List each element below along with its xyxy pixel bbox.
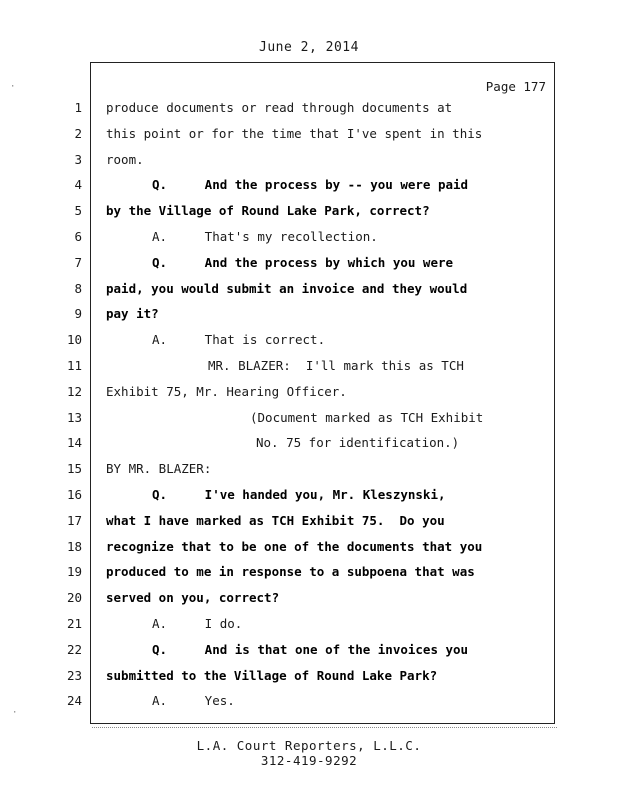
line-number: 6: [74, 229, 82, 244]
line-number: 21: [66, 616, 82, 631]
line-number: 18: [66, 538, 82, 554]
line-number: 17: [66, 512, 82, 528]
transcript-date: June 2, 2014: [259, 40, 359, 55]
margin-speck: ·: [12, 708, 18, 718]
margin-speck: ·: [10, 82, 16, 92]
transcript-line: A. That's my recollection.: [152, 229, 378, 244]
transcript-line: by the Village of Round Lake Park, correct?: [106, 203, 430, 219]
line-number: 1: [74, 100, 82, 115]
transcript-line: Q. I've handed you, Mr. Kleszynski,: [152, 487, 446, 502]
line-number: 2: [74, 125, 82, 141]
line-number: 7: [74, 254, 82, 270]
transcript-line: paid, you would submit an invoice and they would: [106, 280, 468, 296]
line-number: 22: [66, 641, 82, 657]
transcript-line: A. I do.: [152, 616, 243, 631]
line-number: 10: [66, 332, 82, 348]
transcript-line: submitted to the Village of Round Lake Park?: [106, 667, 438, 683]
line-number: 4: [74, 177, 82, 193]
line-number: 3: [74, 151, 82, 167]
transcript-line: produced to me in response to a subpoena that was: [106, 564, 475, 580]
transcript-line: served on you, correct?: [106, 590, 280, 606]
footer-company: L.A. Court Reporters, L.L.C.: [196, 738, 422, 753]
transcript-line: Q. And is that one of the invoices you: [152, 641, 469, 657]
transcript-line: BY MR. BLAZER:: [106, 461, 212, 477]
transcript-line: room.: [106, 151, 144, 167]
line-number: 19: [66, 564, 82, 580]
transcript-line: what I have marked as TCH Exhibit 75. Do you: [106, 512, 445, 528]
transcript-line: No. 75 for identification.): [256, 435, 460, 451]
transcript-line: (Document marked as TCH Exhibit: [250, 409, 484, 425]
line-number: 14: [66, 435, 82, 451]
transcript-line: recognize that to be one of the documents that you: [106, 538, 483, 554]
transcript-line: MR. BLAZER: I'll mark this as TCH: [208, 358, 464, 373]
line-number: 11: [66, 358, 82, 373]
transcript-line: produce documents or read through documents at: [106, 100, 453, 115]
transcript-line: pay it?: [106, 306, 159, 322]
transcript-line: Exhibit 75, Mr. Hearing Officer.: [106, 383, 347, 399]
transcript-line: A. That is correct.: [152, 332, 326, 348]
footer-phone: 312-419-9292: [260, 753, 358, 768]
transcript-line: A. Yes.: [152, 693, 235, 709]
line-number: 16: [66, 487, 82, 502]
line-number: 23: [66, 667, 82, 683]
transcript-line: Q. And the process by -- you were paid: [152, 177, 469, 193]
line-number: 12: [66, 383, 82, 399]
line-number: 9: [74, 306, 82, 322]
line-number: 5: [74, 203, 82, 219]
page-number: Page 177: [485, 79, 546, 94]
line-number: 15: [66, 461, 82, 477]
transcript-line: this point or for the time that I've spent in this: [106, 125, 483, 141]
line-number: 13: [66, 409, 82, 425]
transcript-line: Q. And the process by which you were: [152, 254, 454, 270]
line-number: 24: [66, 693, 82, 709]
line-number: 20: [66, 590, 82, 606]
line-number: 8: [74, 280, 82, 296]
frame-bottom-edge: [92, 724, 557, 728]
